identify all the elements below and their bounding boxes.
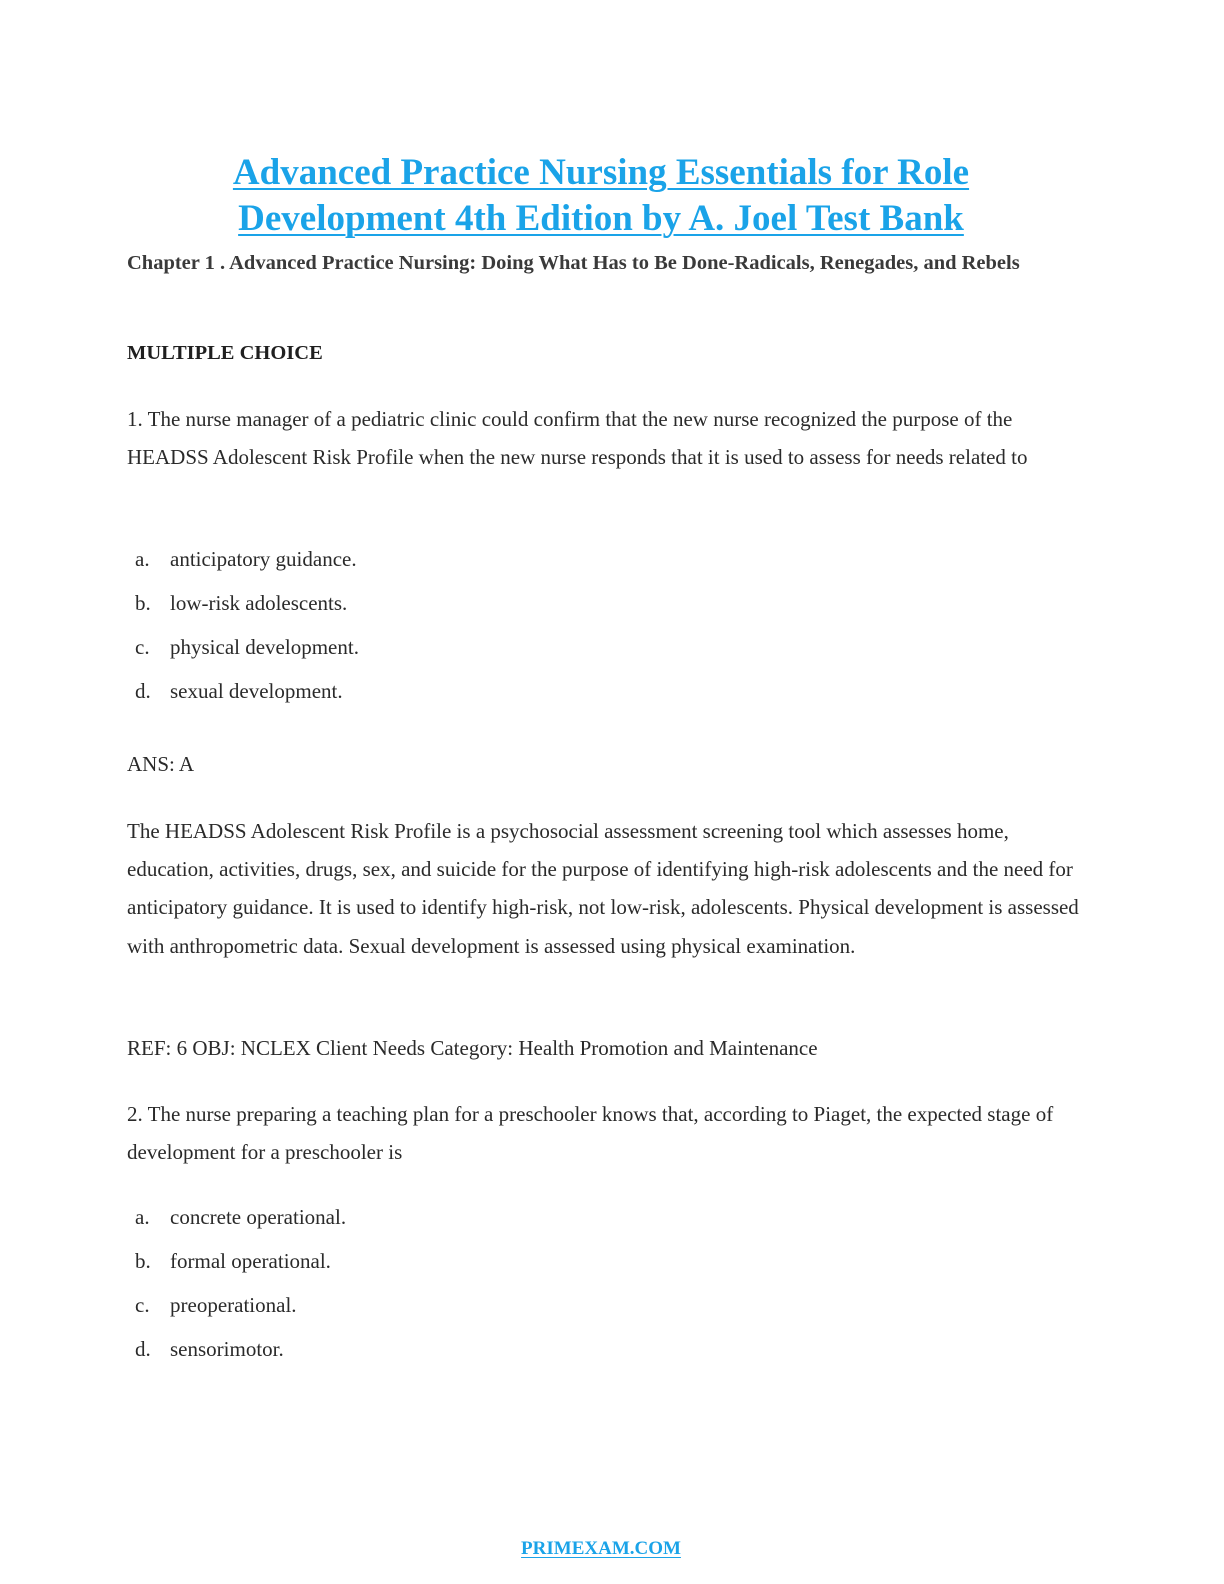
title-line-2[interactable]: Development 4th Edition by A. Joel Test Bank — [238, 198, 964, 239]
option-letter: d. — [135, 679, 151, 703]
option-letter: b. — [135, 591, 151, 615]
option-text: concrete operational. — [170, 1205, 347, 1229]
option-text: preoperational. — [170, 1293, 297, 1317]
option-text: physical development. — [170, 635, 359, 659]
question-1-stem: 1. The nurse manager of a pediatric clinic could confirm that the new nurse recognized the purpose of the HEADSS Adolescent Risk Profile when the new nurse responds that it is used to assess for needs related to — [127, 407, 1028, 470]
chapter-heading: Chapter 1 . Advanced Practice Nursing: Doing What Has to Be Done-Radicals, Renegades, and Rebels — [127, 252, 1020, 274]
option-letter: a. — [135, 1205, 150, 1229]
section-heading: MULTIPLE CHOICE — [127, 342, 323, 364]
title-line-1[interactable]: Advanced Practice Nursing Essentials for Role — [232, 152, 970, 193]
footer-site-link[interactable]: PRIMEXAM.COM — [521, 1538, 681, 1559]
question-1-answer: ANS: A — [127, 752, 195, 776]
option-letter: a. — [135, 547, 150, 571]
question-1-rationale: The HEADSS Adolescent Risk Profile is a psychosocial assessment screening tool which assesses home, education, activities, drugs, sex, and suicide for the purpose of identifying high-risk adolescents and the need for anticipatory guidance. It is used to identify high-risk, not low-risk, adolescents. Physical development is assessed with anthropometric data. Sexual development is assessed using physical examination. — [127, 819, 1079, 958]
option-text: low-risk adolescents. — [170, 591, 348, 615]
option-text: sensorimotor. — [170, 1337, 284, 1361]
option-text: sexual development. — [170, 679, 343, 703]
option-letter: c. — [135, 1293, 150, 1317]
option-letter: b. — [135, 1249, 151, 1273]
option-letter: d. — [135, 1337, 151, 1361]
question-2-stem: 2. The nurse preparing a teaching plan for a preschooler knows that, according to Piaget, the expected stage of development for a preschooler is — [127, 1102, 1054, 1165]
document-title-link[interactable] — [127, 150, 1075, 242]
option-text: formal operational. — [170, 1249, 331, 1273]
option-letter: c. — [135, 635, 150, 659]
question-1-reference: REF: 6 OBJ: NCLEX Client Needs Category: Health Promotion and Maintenance — [127, 1036, 818, 1060]
option-text: anticipatory guidance. — [170, 547, 357, 571]
